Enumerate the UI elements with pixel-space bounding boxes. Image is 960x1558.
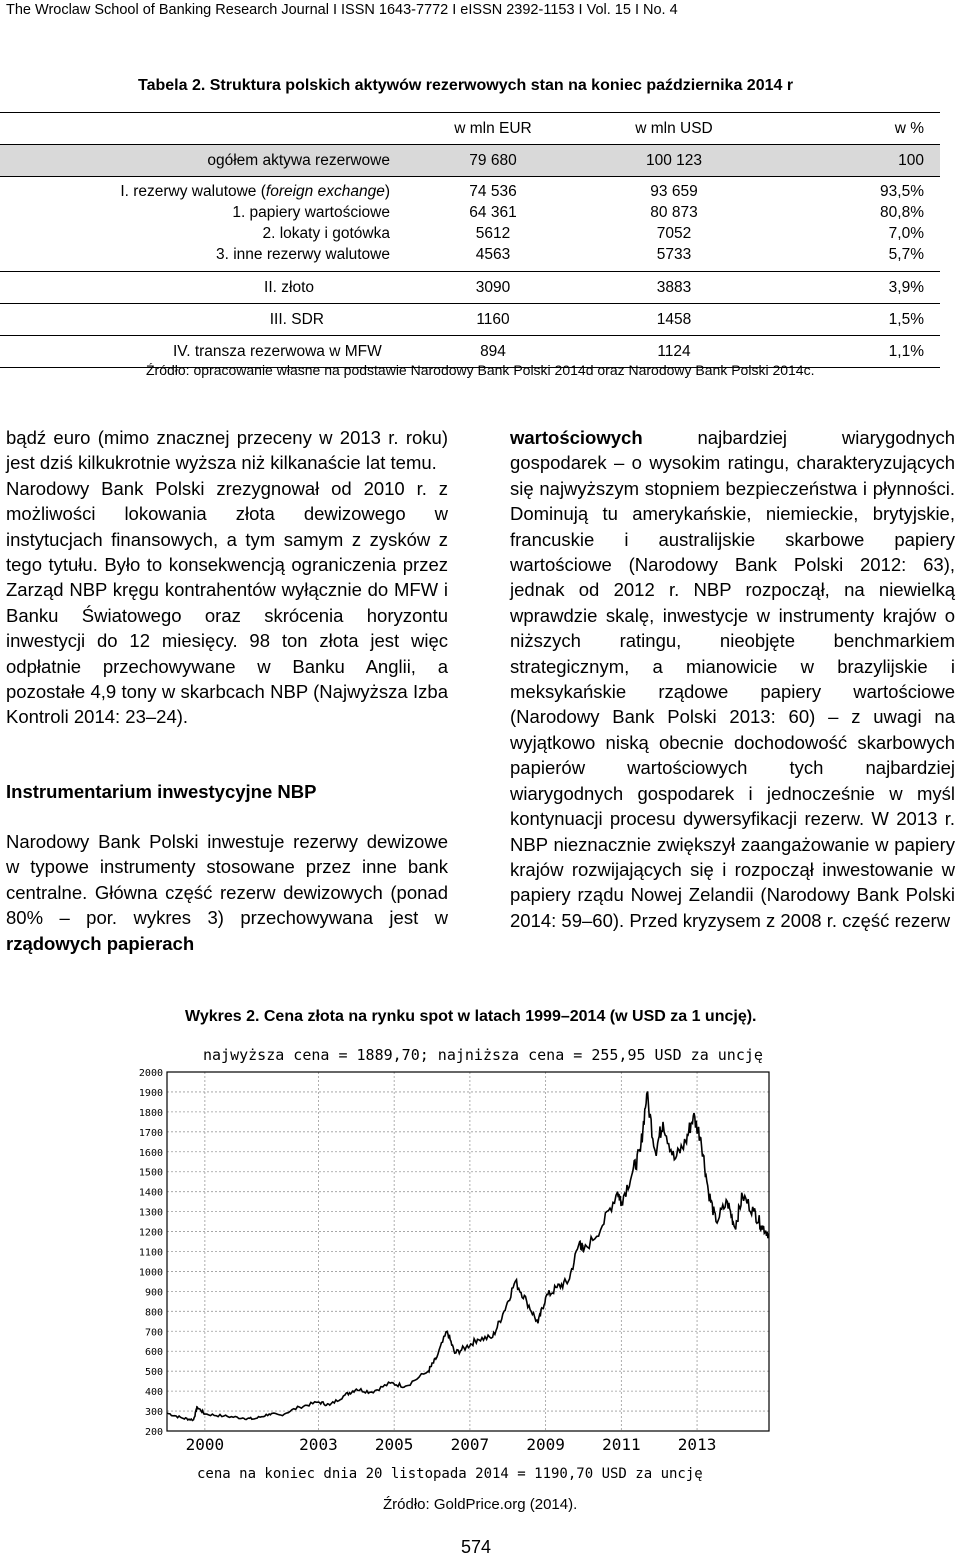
table-total-row [0,145,940,177]
section-heading: Instrumentarium inwestycyjne NBP [6,781,317,802]
y-tick-label: 1300 [138,1207,163,1219]
group-pct: 93,5% [880,183,924,200]
row-usd: 1124 [586,336,762,368]
total-eur: 79 680 [400,145,586,177]
x-tick-label: 2007 [450,1435,490,1454]
table-caption: Tabela 2. Struktura polskich aktywów rezerwowych stan na koniec października 2014 r [138,77,794,94]
journal-header: The Wroclaw School of Banking Research Journal I ISSN 1643-7772 I eISSN 2392-1153 I Vol. 15 I No. 4 [6,2,678,18]
sub-pct-1: 80,8% [880,204,924,221]
sub-eur-2: 5612 [475,225,511,242]
y-tick-label: 1900 [138,1087,163,1099]
x-tick-label: 2000 [185,1435,225,1454]
group-eur: 74 536 [469,183,517,200]
row-label: III. SDR [0,304,400,336]
paragraph: Narodowy Bank Polski zrezygnował od 2010 r. z możliwości lokowania złota dewizowego w instytucjach finansowych, a tym samym z zysków z tego tytułu. Było to konsekwencją ograniczenia przez Zarząd NBP kręgu kontrahentów wyłącznie do MFW i Banku Światowego oraz skrócenia horyzontu inwestycji do 12 miesięcy. 98 ton złota jest więc odpłatnie przechowywane w Banku Anglii, a pozostałe 4,9 tony w skarbcach NBP (Najwyższa Izba Kontroli 2014: 23–24). [6,477,448,728]
row-label: II. złoto [0,272,400,304]
row-eur: 1160 [400,304,586,336]
table-row [0,272,940,304]
group-usd: 93 659 [650,183,698,200]
sub-pct-3: 5,7% [888,246,924,263]
y-tick-label: 1200 [138,1227,163,1239]
gold-price-chart [125,1038,793,1482]
page-number: 574 [461,1537,492,1557]
table-source: Źródło: opracowanie własne na podstawie Narodowy Bank Polski 2014d oraz Narodowy Bank Polski 2014c. [146,362,815,378]
header-usd: w mln USD [586,113,762,145]
y-tick-label: 700 [144,1327,163,1339]
total-usd: 100 123 [586,145,762,177]
total-pct: 100 [762,145,940,177]
chart-footer: cena na koniec dnia 20 listopada 2014 = 1190,70 USD za uncję [197,1466,703,1482]
sub-usd-2: 7052 [656,225,692,242]
row-pct: 3,9% [762,272,940,304]
y-tick-label: 400 [144,1387,163,1399]
reserve-assets-table [0,112,940,368]
row-pct: 1,1% [762,336,940,368]
row-pct: 1,5% [762,304,940,336]
sub-eur-1: 64 361 [469,204,517,221]
y-tick-label: 1700 [138,1127,163,1139]
sub-pct-2: 7,0% [888,225,924,242]
y-tick-label: 2000 [138,1068,163,1079]
left-column-section [6,829,448,956]
x-tick-label: 2005 [374,1435,414,1454]
y-tick-label: 200 [144,1427,163,1438]
x-tick-label: 2013 [677,1435,717,1454]
y-tick-label: 1600 [138,1147,163,1159]
paragraph: Narodowy Bank Polski inwestuje rezerwy dewizowe w typowe instrumenty stosowane przez inne bank centralne. Główna część rezerw dewizowych (ponad 80% – por. wykres 3) przechowywana jest w rządowych papierach [6,831,448,954]
sub-label-3: 3. inne rezerwy walutowe [215,246,390,263]
y-tick-label: 1100 [138,1247,163,1259]
table-group-fx [0,177,940,272]
table-row [0,304,940,336]
x-tick-label: 2011 [602,1435,641,1454]
y-tick-label: 800 [144,1307,163,1319]
x-tick-label: 2009 [526,1435,565,1454]
y-tick-label: 1800 [138,1107,163,1119]
x-tick-label: 2003 [299,1435,338,1454]
row-eur: 894 [400,336,586,368]
y-tick-label: 900 [144,1287,163,1299]
sub-label-2: 2. lokaty i gotówka [262,225,390,242]
chart-svg [125,1038,793,1482]
row-label: IV. transza rezerwowa w MFW [0,336,400,368]
sub-usd-1: 80 873 [650,204,698,221]
left-column [6,425,448,730]
y-tick-label: 1400 [138,1187,163,1199]
y-tick-label: 500 [144,1367,163,1379]
header-pct: w % [762,113,940,145]
row-usd: 3883 [586,272,762,304]
chart-title: najwyższa cena = 1889,70; najniższa cena = 255,95 USD za uncję [203,1046,763,1064]
group-label: I. rezerwy walutowe (foreign exchange) [120,183,390,200]
chart-caption: Wykres 2. Cena złota na rynku spot w latach 1999–2014 (w USD za 1 uncję). [185,1008,757,1025]
total-label: ogółem aktywa rezerwowe [0,145,400,177]
sub-usd-3: 5733 [656,246,692,263]
sub-eur-3: 4563 [475,246,511,263]
y-tick-label: 1500 [138,1167,163,1179]
chart-source: Źródło: GoldPrice.org (2014). [383,1496,578,1513]
header-eur: w mln EUR [400,113,586,145]
paragraph: wartościowych najbardziej wiarygodnych gospodarek – o wysokim ratingu, charakteryzujących się najwyższym stopniem bezpieczeństwa i płynności. Dominują tu amerykańskie, niemieckie, brytyjskie, francuskie i australijskie skarbowe papiery wartościowe (Narodowy Bank Polski 2012: 63), jednak od 2012 r. NBP rozpoczął, na niewielką wprawdzie skalę, inwestycje w instrumenty krajów o niższych ratingu, nieobjęte benchmarkiem strategicznym, a mianowicie w brazylijskie i meksykańskie rządowe papiery wartościowe (Narodowy Bank Polski 2013: 60) – z uwagi na wyjątkowo niską obecnie dochodowość skarbowych papierów wartościowych tych najbardziej wiarygodnych gospodarek i jednocześnie w myśl kontynuacji procesu dywersyfikacji rezerw. W 2013 r. NBP nieznacznie zwiększył zaangażowanie w papiery krajów rozwijających się i rozpoczął inwestowanie w papiery rządu Nowej Zelandii (Narodowy Bank Polski 2014: 59–60). Przed kryzysem z 2008 r. część rezerw [510,427,955,931]
y-tick-label: 600 [144,1347,163,1359]
paragraph: bądź euro (mimo znacznej przeceny w 2013 r. roku) jest dziś kilkukrotnie wyższa niż kilkanaście lat temu. [6,427,448,474]
row-eur: 3090 [400,272,586,304]
y-tick-label: 1000 [138,1267,163,1279]
table-header-row [0,113,940,145]
right-column [510,425,955,933]
sub-label-1: 1. papiery wartościowe [232,204,390,221]
row-usd: 1458 [586,304,762,336]
y-tick-label: 300 [144,1407,163,1419]
